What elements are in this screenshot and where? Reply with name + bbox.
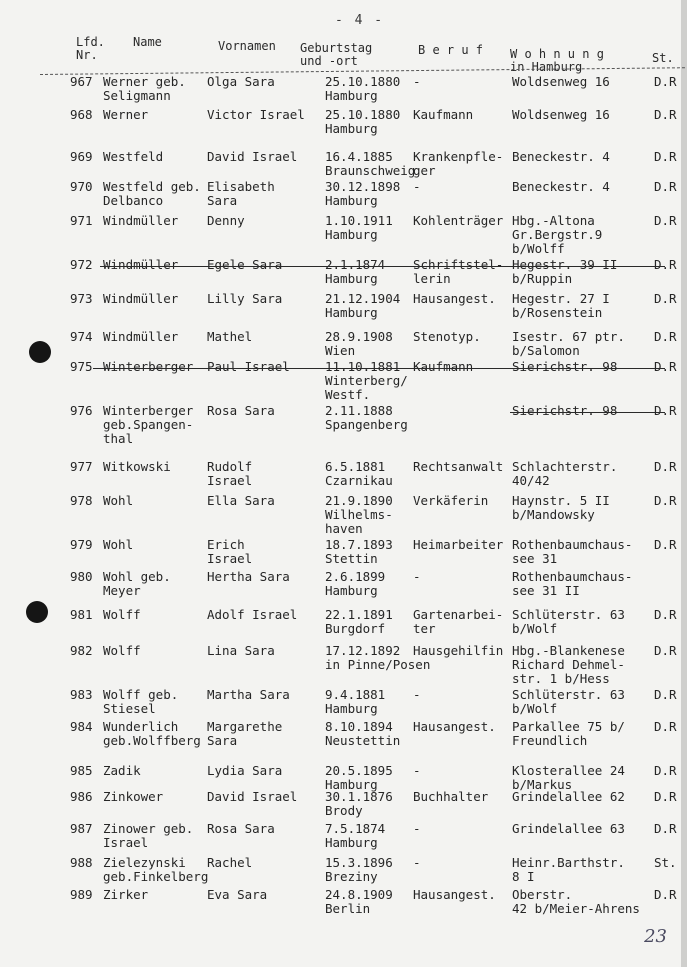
row-status: D.R — [654, 149, 677, 164]
row-number: 972 — [70, 257, 93, 272]
row-firstnames: Adolf Israel — [207, 607, 298, 622]
row-firstnames: Margarethe Sara — [207, 719, 283, 748]
row-job: Heimarbeiter — [413, 537, 504, 552]
row-birth: 16.4.1885 Braunschweig — [325, 149, 416, 178]
row-job: Krankenpfle- ger — [413, 149, 504, 178]
row-name: Windmüller — [103, 329, 179, 344]
row-job: Hausangest. — [413, 719, 496, 734]
row-firstnames: Denny — [207, 213, 245, 228]
row-status: D.R — [654, 74, 677, 89]
row-name: Zinower geb. Israel — [103, 821, 194, 850]
row-birth: 24.8.1909 Berlin — [325, 887, 393, 916]
row-address: Rothenbaumchaus- see 31 — [512, 537, 633, 566]
row-status: St. — [654, 855, 677, 870]
row-number: 967 — [70, 74, 93, 89]
row-job: Kaufmann — [413, 359, 474, 374]
row-name: Wolff geb. Stiesel — [103, 687, 179, 716]
row-birth: 20.5.1895 Hamburg — [325, 763, 393, 792]
row-birth: 2.1.1874 Hamburg — [325, 257, 386, 286]
header-firstnames: Vornamen — [218, 39, 276, 53]
row-address: Schlachterstr. 40/42 — [512, 459, 618, 488]
row-address: Schlüterstr. 63 b/Wolf — [512, 687, 625, 716]
row-firstnames: Ella Sara — [207, 493, 275, 508]
header-job: B e r u f — [418, 43, 484, 57]
row-status: D.R — [654, 789, 677, 804]
row-address: Klosterallee 24 b/Markus — [512, 763, 625, 792]
row-number: 983 — [70, 687, 93, 702]
page-mark: - 4 - — [335, 13, 385, 28]
row-name: Winterberger geb.Spangen- thal — [103, 403, 194, 446]
row-address: Sierichstr. 98 — [512, 403, 618, 418]
row-address: Sierichstr. 98 — [512, 359, 618, 374]
row-number: 969 — [70, 149, 93, 164]
row-job: Buchhalter — [413, 789, 489, 804]
row-birth: 21.9.1890 Wilhelms- haven — [325, 493, 393, 536]
row-firstnames: David Israel — [207, 789, 298, 804]
row-number: 975 — [70, 359, 93, 374]
row-name: Wunderlich geb.Wolffberg — [103, 719, 201, 748]
row-job: - — [413, 855, 421, 870]
row-status: D.R — [654, 107, 677, 122]
row-name: Westfeld — [103, 149, 164, 164]
row-number: 973 — [70, 291, 93, 306]
row-address: Rothenbaumchaus- see 31 II — [512, 569, 633, 598]
row-firstnames: Rudolf Israel — [207, 459, 253, 488]
row-firstnames: Elisabeth Sara — [207, 179, 275, 208]
row-firstnames: Lilly Sara — [207, 291, 283, 306]
row-number: 968 — [70, 107, 93, 122]
row-birth: 18.7.1893 Stettin — [325, 537, 393, 566]
header-name: Name — [133, 35, 162, 49]
row-status: D.R — [654, 359, 677, 374]
row-status: D.R — [654, 403, 677, 418]
row-address: Hbg.-Altona Gr.Bergstr.9 b/Wolff — [512, 213, 603, 256]
row-number: 974 — [70, 329, 93, 344]
row-name: Westfeld geb. Delbanco — [103, 179, 201, 208]
header-status: St. — [652, 51, 674, 65]
row-birth: 22.1.1891 Burgdorf — [325, 607, 393, 636]
row-number: 976 — [70, 403, 93, 418]
row-name: Zinkower — [103, 789, 164, 804]
row-status: D.R — [654, 607, 677, 622]
row-name: Zielezynski geb.Finkelberg — [103, 855, 209, 884]
row-name: Wohl — [103, 537, 134, 552]
row-number: 982 — [70, 643, 93, 658]
row-name: Wohl geb. Meyer — [103, 569, 171, 598]
row-job: Gartenarbei- ter — [413, 607, 504, 636]
row-job: Hausangest. — [413, 887, 496, 902]
row-firstnames: Hertha Sara — [207, 569, 290, 584]
row-status: D.R — [654, 493, 677, 508]
row-name: Werner geb. Seligmann — [103, 74, 186, 103]
row-birth: 2.6.1899 Hamburg — [325, 569, 386, 598]
row-address: Hegestr. 39 II b/Ruppin — [512, 257, 618, 286]
row-name: Wolff — [103, 643, 141, 658]
row-number: 980 — [70, 569, 93, 584]
row-name: Windmüller — [103, 213, 179, 228]
row-address: Parkallee 75 b/ Freundlich — [512, 719, 625, 748]
row-address: Beneckestr. 4 — [512, 179, 610, 194]
row-address: Grindelallee 62 — [512, 789, 625, 804]
row-status: D.R — [654, 537, 677, 552]
row-status: D.R — [654, 887, 677, 902]
row-job: Kaufmann — [413, 107, 474, 122]
row-status: D.R — [654, 719, 677, 734]
row-name: Werner — [103, 107, 149, 122]
row-number: 979 — [70, 537, 93, 552]
row-birth: 11.10.1881 Winterberg/ Westf. — [325, 359, 408, 402]
row-address: Heinr.Barthstr. 8 I — [512, 855, 625, 884]
row-job: - — [413, 179, 421, 194]
row-job: Schriftstel- lerin — [413, 257, 504, 286]
row-address: Hegestr. 27 I b/Rosenstein — [512, 291, 610, 320]
row-number: 971 — [70, 213, 93, 228]
row-job: Hausangest. — [413, 291, 496, 306]
row-address: Isestr. 67 ptr. b/Salomon — [512, 329, 625, 358]
row-status: D.R — [654, 459, 677, 474]
row-address: Woldsenweg 16 — [512, 74, 610, 89]
row-address: Woldsenweg 16 — [512, 107, 610, 122]
row-address: Beneckestr. 4 — [512, 149, 610, 164]
row-firstnames: Olga Sara — [207, 74, 275, 89]
row-status: D.R — [654, 257, 677, 272]
row-number: 986 — [70, 789, 93, 804]
header-address: W o h n u n g in Hamburg — [510, 47, 604, 74]
row-status: D.R — [654, 687, 677, 702]
row-firstnames: Rachel — [207, 855, 253, 870]
row-birth: 2.11.1888 Spangenberg — [325, 403, 408, 432]
row-name: Witkowski — [103, 459, 171, 474]
row-status: D.R — [654, 821, 677, 836]
row-status: D.R — [654, 329, 677, 344]
row-address: Grindelallee 63 — [512, 821, 625, 836]
row-birth: 30.1.1876 Brody — [325, 789, 393, 818]
row-address: Schlüterstr. 63 b/Wolf — [512, 607, 625, 636]
row-firstnames: Rosa Sara — [207, 403, 275, 418]
row-name: Zadik — [103, 763, 141, 778]
row-job: - — [413, 569, 421, 584]
row-number: 988 — [70, 855, 93, 870]
strike-line — [510, 412, 665, 413]
row-name: Zirker — [103, 887, 149, 902]
row-number: 970 — [70, 179, 93, 194]
row-firstnames: Lydia Sara — [207, 763, 283, 778]
punch-hole-bottom — [26, 601, 48, 623]
row-firstnames: Rosa Sara — [207, 821, 275, 836]
row-status: D.R — [654, 179, 677, 194]
row-job: Rechtsanwalt — [413, 459, 504, 474]
row-address: Haynstr. 5 II b/Mandowsky — [512, 493, 610, 522]
row-address: Hbg.-Blankenese Richard Dehmel- str. 1 b/Hess — [512, 643, 625, 686]
row-name: Wohl — [103, 493, 134, 508]
row-firstnames: Erich Israel — [207, 537, 253, 566]
row-job: - — [413, 821, 421, 836]
row-firstnames: Martha Sara — [207, 687, 290, 702]
row-number: 989 — [70, 887, 93, 902]
row-firstnames: Mathel — [207, 329, 253, 344]
row-firstnames: Paul Israel — [207, 359, 290, 374]
row-name: Winterberger — [103, 359, 194, 374]
row-firstnames: David Israel — [207, 149, 298, 164]
header-birth: Geburtstag und -ort — [300, 41, 373, 68]
row-birth: 6.5.1881 Czarnikau — [325, 459, 393, 488]
row-name: Wolff — [103, 607, 141, 622]
header-nr: Lfd. Nr. — [76, 35, 105, 62]
row-firstnames: Victor Israel — [207, 107, 305, 122]
row-job: - — [413, 763, 421, 778]
row-job: Kohlenträger — [413, 213, 504, 228]
row-birth: 15.3.1896 Breziny — [325, 855, 393, 884]
row-birth: 25.10.1880 Hamburg — [325, 107, 401, 136]
row-job: Stenotyp. — [413, 329, 481, 344]
row-birth: 17.12.1892 in Pinne/Posen — [325, 643, 431, 672]
row-birth: 1.10.1911 Hamburg — [325, 213, 393, 242]
row-number: 981 — [70, 607, 93, 622]
row-status: D.R — [654, 213, 677, 228]
row-job: Verkäferin — [413, 493, 489, 508]
row-birth: 28.9.1908 Wien — [325, 329, 393, 358]
row-number: 978 — [70, 493, 93, 508]
row-firstnames: Eva Sara — [207, 887, 268, 902]
page-number: 23 — [644, 926, 667, 947]
row-job: - — [413, 74, 421, 89]
row-number: 985 — [70, 763, 93, 778]
row-firstnames: Egele Sara — [207, 257, 283, 272]
row-status: D.R — [654, 291, 677, 306]
row-address: Oberstr. 42 b/Meier-Ahrens — [512, 887, 640, 916]
row-birth: 8.10.1894 Neustettin — [325, 719, 401, 748]
row-job: - — [413, 687, 421, 702]
strike-line — [93, 368, 665, 369]
row-birth: 21.12.1904 Hamburg — [325, 291, 401, 320]
punch-hole-top — [29, 341, 51, 363]
row-status: D.R — [654, 763, 677, 778]
row-firstnames: Lina Sara — [207, 643, 275, 658]
row-birth: 7.5.1874 Hamburg — [325, 821, 386, 850]
row-birth: 25.10.1880 Hamburg — [325, 74, 401, 103]
row-birth: 9.4.1881 Hamburg — [325, 687, 386, 716]
row-number: 984 — [70, 719, 93, 734]
strike-line — [100, 266, 665, 267]
row-number: 987 — [70, 821, 93, 836]
row-status: D.R — [654, 643, 677, 658]
row-name: Windmüller — [103, 291, 179, 306]
row-name: Windmüller — [103, 257, 179, 272]
row-number: 977 — [70, 459, 93, 474]
row-job: Hausgehilfin — [413, 643, 504, 658]
row-birth: 30.12.1898 Hamburg — [325, 179, 401, 208]
